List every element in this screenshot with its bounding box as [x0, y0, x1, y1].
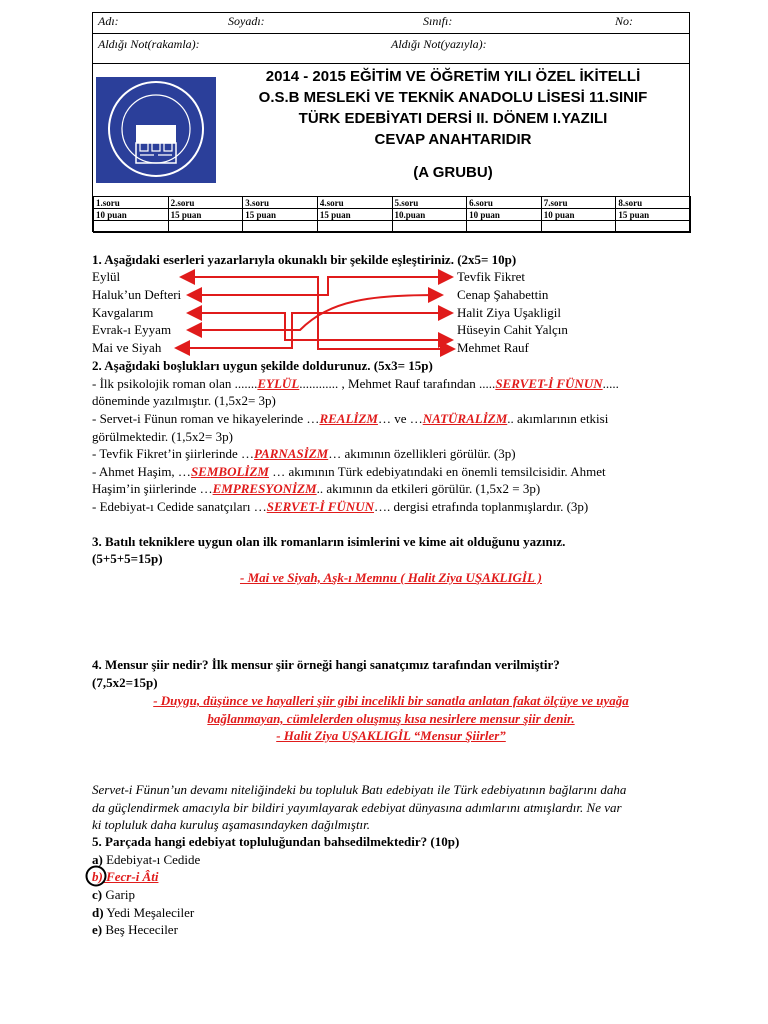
q2-line-5 — [92, 445, 516, 462]
work-item: Evrak-ı Eyyam — [92, 322, 172, 337]
question-4: 4. Mensur şiir nedir? İlk mensur şiir örneği hangi sanatçımız tarafından verilmiştir? — [92, 657, 560, 672]
text: ............ , Mehmet Rauf tarafından ..... — [299, 376, 496, 391]
work-item: Haluk’un Defteri — [92, 287, 182, 302]
q4-answer-line: - Duygu, düşünce ve hayalleri şiir gibi incelikli bir sanatla anlatan fakat ölçüye ve uyağa — [153, 693, 629, 708]
text: Haşim’in şiirlerinde … — [92, 481, 213, 496]
question-cell: 6.soru — [467, 197, 542, 209]
text: .. akımının da etkileri görülür. (1,5x2 = 3p) — [316, 481, 541, 496]
surname-label: Soyadı: — [228, 14, 265, 28]
points-cell: 15 puan — [616, 209, 691, 221]
question-cell: 8.soru — [616, 197, 691, 209]
answer: PARNASİZM — [254, 446, 329, 461]
option-letter: c) — [92, 887, 103, 902]
option-text: Edebiyat-ı Cedide — [102, 852, 201, 867]
work-item: Eylül — [92, 269, 121, 284]
work-item: Kavgalarım — [92, 305, 154, 320]
work-item: Mai ve Siyah — [92, 340, 162, 355]
text: … akımının özellikleri görülür. (3p) — [328, 446, 516, 461]
question-3: 3. Batılı tekniklere uygun olan ilk romanların isimlerini ve kime ait olduğunu yazınız. — [92, 534, 566, 549]
question-3-points: (5+5+5=15p) — [92, 551, 163, 566]
q2-line-3 — [92, 410, 608, 427]
exam-title-line-3: TÜRK EDEBİYATI DERSİ II. DÖNEM I.YAZILI — [298, 110, 608, 127]
name-label: Adı: — [98, 14, 119, 28]
matching-arrows — [0, 0, 768, 400]
correct-answer-circle — [84, 864, 108, 888]
q2-line-2: döneminde yazılmıştır. (1,5x2= 3p) — [92, 393, 276, 408]
answer: EMPRESYONİZM — [212, 481, 317, 496]
points-cell: 15 puan — [317, 209, 392, 221]
question-cell: 2.soru — [168, 197, 243, 209]
q2-line-4: görülmektedir. (1,5x2= 3p) — [92, 429, 233, 444]
grade-written-label: Aldığı Not(yazıyla): — [391, 37, 487, 51]
q3-answer: - Mai ve Siyah, Aşk-ı Memnu ( Halit Ziya UŞAKLIGİL ) — [239, 570, 542, 585]
option-letter: d) — [92, 905, 104, 920]
exam-title-line-4: CEVAP ANAHTARIDIR — [374, 131, 532, 148]
answer: NATÜRALİZM — [422, 411, 508, 426]
q2-line-6 — [92, 463, 606, 480]
points-cell: 10 puan — [467, 209, 542, 221]
option-letter: e) — [92, 922, 103, 937]
text: - Ahmet Haşim, … — [92, 464, 191, 479]
text: … akımının Türk edebiyatındaki en önemli temsilcisidir. Ahmet — [268, 464, 606, 479]
points-cell: 10 puan — [94, 209, 169, 221]
option-text: Beş Hececiler — [102, 922, 178, 937]
text: …. dergisi etrafında toplanmışlardır. (3p) — [374, 499, 589, 514]
points-cell: 15 puan — [168, 209, 243, 221]
q2-line-8 — [92, 498, 588, 515]
q2-line-1 — [92, 375, 619, 392]
question-cell: 4.soru — [317, 197, 392, 209]
passage-line: ki topluluk daha kuruluş aşamasındayken dağılmıştır. — [92, 817, 371, 832]
q2-line-7 — [92, 480, 540, 497]
answer: SEMBOLİZM — [190, 464, 269, 479]
exam-group: (A GRUBU) — [413, 164, 493, 181]
text: - Edebiyat-ı Cedide sanatçıları … — [92, 499, 267, 514]
option-text-correct: Fecr-i Âti — [102, 869, 159, 884]
exam-title-line-1: 2014 - 2015 EĞİTİM VE ÖĞRETİM YILI ÖZEL İKİTELLİ — [265, 68, 641, 85]
option-letter: a) — [92, 852, 103, 867]
grade-numeric-label: Aldığı Not(rakamla): — [98, 37, 200, 51]
answer: REALİZM — [319, 411, 378, 426]
option-d — [92, 904, 194, 921]
points-cell: 15 puan — [243, 209, 318, 221]
answer: SERVET-İ FÜNUN — [495, 376, 603, 391]
class-label: Sınıfı: — [423, 14, 453, 28]
question-1: 1. Aşağıdaki eserleri yazarlarıyla okunaklı bir şekilde eşleştiriniz. (2x5= 10p) — [92, 252, 517, 267]
author-item: Halit Ziya Uşakligil — [457, 305, 561, 320]
question-cell: 5.soru — [392, 197, 467, 209]
option-letter: b) — [92, 869, 103, 884]
number-label: No: — [615, 14, 633, 28]
points-cell: 10.puan — [392, 209, 467, 221]
option-text: Yedi Meşaleciler — [103, 905, 195, 920]
question-cell: 3.soru — [243, 197, 318, 209]
answer: SERVET-İ FÜNUN — [266, 499, 375, 514]
question-5: 5. Parçada hangi edebiyat topluluğundan bahsedilmektedir? (10p) — [92, 834, 460, 849]
text: ..... — [602, 376, 619, 391]
question-4-points: (7,5x2=15p) — [92, 675, 158, 690]
author-item: Mehmet Rauf — [457, 340, 529, 355]
q4-answer-line: - Halit Ziya UŞAKLIGİL “Mensur Şiirler” — [276, 728, 506, 743]
text: … ve … — [377, 411, 423, 426]
text: - Tevfik Fikret’in şiirlerinde … — [92, 446, 255, 461]
author-item: Hüseyin Cahit Yalçın — [457, 322, 568, 337]
passage-line: da güçlendirmek amacıyla bir bildiri yayımlayarak edebiyat dünyasına adımlarını atmışlardır. Ne var — [92, 800, 622, 815]
q4-answer-line: bağlanmayan, cümlelerden oluşmuş kısa nesirlere mensur şiir denir. — [207, 711, 575, 726]
answer: EYLÜL — [257, 376, 300, 391]
author-item: Cenap Şahabettin — [457, 287, 549, 302]
question-cell: 7.soru — [541, 197, 616, 209]
exam-title-line-2: O.S.B MESLEKİ VE TEKNİK ANADOLU LİSESİ 11.SINIF — [258, 89, 648, 106]
option-a — [92, 851, 200, 868]
option-e — [92, 921, 178, 938]
points-cell: 10 puan — [541, 209, 616, 221]
text: - Servet-i Fünun roman ve hikayelerinde … — [92, 411, 320, 426]
author-item: Tevfik Fikret — [457, 269, 526, 284]
passage-line: Servet-i Fünun’un devamı niteliğindeki bu topluluk Batı edebiyatı ile Türk edebiyatının bağlarını daha — [92, 782, 627, 797]
text: .. akımlarının etkisi — [507, 411, 609, 426]
text: - İlk psikolojik roman olan ....... — [92, 376, 258, 391]
option-c — [92, 886, 135, 903]
question-cell: 1.soru — [94, 197, 169, 209]
option-text: Garip — [102, 887, 135, 902]
question-2: 2. Aşağıdaki boşlukları uygun şekilde doldurunuz. (5x3= 15p) — [92, 358, 433, 373]
